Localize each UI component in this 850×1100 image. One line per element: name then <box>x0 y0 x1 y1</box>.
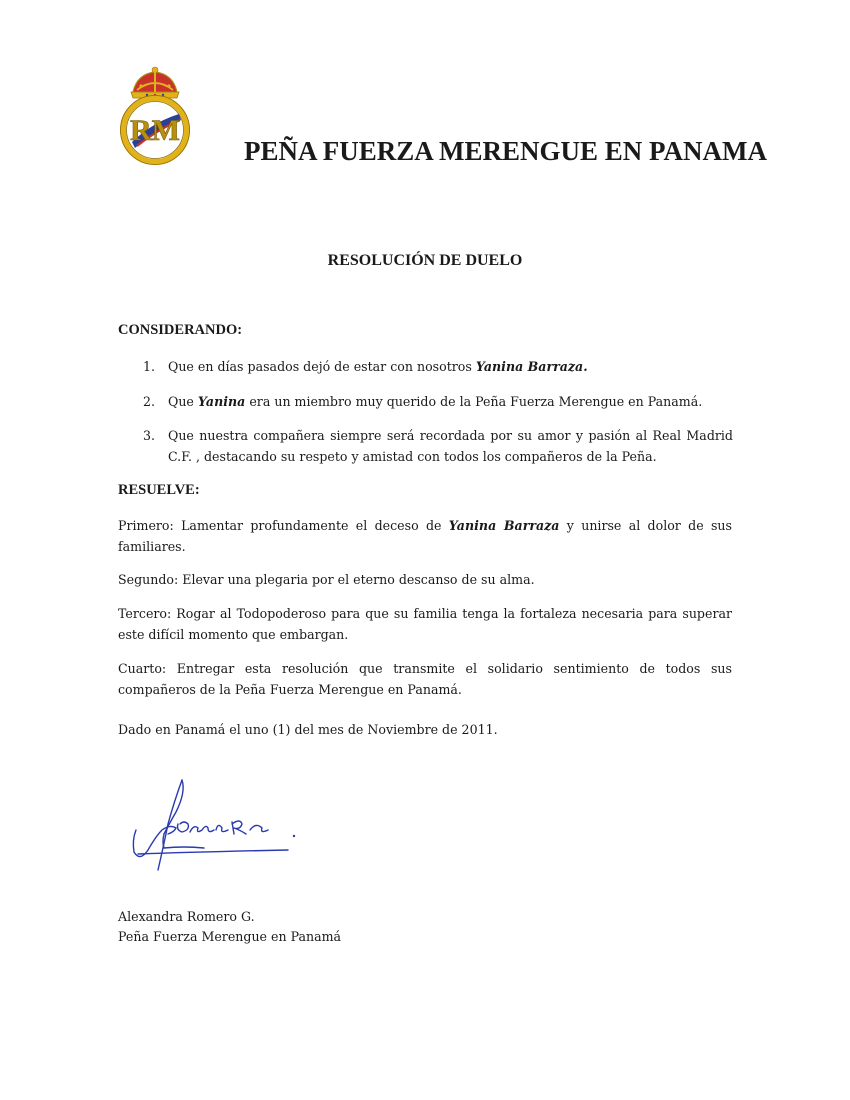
crown-icon <box>131 67 179 98</box>
signer-name: Alexandra Romero G. <box>118 909 255 924</box>
list-item <box>143 425 733 467</box>
list-item <box>143 356 733 377</box>
primero-pre: Primero: Lamentar profundamente el deceso de <box>118 518 449 533</box>
date-line: Dado en Panamá el uno (1) del mes de Noviembre de 2011. <box>118 722 498 737</box>
list-item <box>143 391 733 412</box>
resolution-cuarto: Cuarto: Entregar esta resolución que transmite el solidario sentimiento de todos sus compañeros de la Peña Fuerza Merengue en Panamá. <box>118 661 732 697</box>
considerando-heading: CONSIDERANDO: <box>118 322 243 338</box>
real-madrid-crest-icon <box>117 66 193 166</box>
list-text <box>168 356 733 377</box>
resolution-primero <box>118 515 732 557</box>
handwritten-signature <box>124 772 304 882</box>
list-text-pre: Que <box>168 394 198 409</box>
primero-post: y unirse al dolor de sus familiares. <box>118 518 732 554</box>
list-number: 1. <box>143 359 156 374</box>
list-text-post: era un miembro muy querido de la Peña Fuerza Merengue en Panamá. <box>245 394 703 409</box>
resolution-tercero: Tercero: Rogar al Todopoderoso para que su familia tenga la fortaleza necesaria para superar este difícil momento que embargan. <box>118 606 732 642</box>
resolution-segundo: Segundo: Elevar una plegaria por el eterno descanso de su alma. <box>118 572 535 587</box>
list-text <box>168 391 733 412</box>
list-text: Que nuestra compañera siempre será recordada por su amor y pasión al Real Madrid C.F. , destacando su respeto y amistad con todos los compañeros de la Peña. <box>168 428 733 464</box>
signer-organization: Peña Fuerza Merengue en Panamá <box>118 929 342 944</box>
member-name: Yanina <box>197 394 246 409</box>
resuelve-heading: RESUELVE: <box>118 482 200 498</box>
list-text-pre: Que en días pasados dejó de estar con nosotros <box>168 359 476 374</box>
document-title: RESOLUCIÓN DE DUELO <box>327 252 523 269</box>
crest-monogram: RM <box>130 114 180 147</box>
member-name: Yanina Barraza. <box>475 359 588 374</box>
list-number: 2. <box>143 394 156 409</box>
list-number: 3. <box>143 428 156 443</box>
member-name: Yanina Barraza <box>448 518 560 533</box>
organization-title: PEÑA FUERZA MERENGUE EN PANAMA <box>244 136 768 166</box>
